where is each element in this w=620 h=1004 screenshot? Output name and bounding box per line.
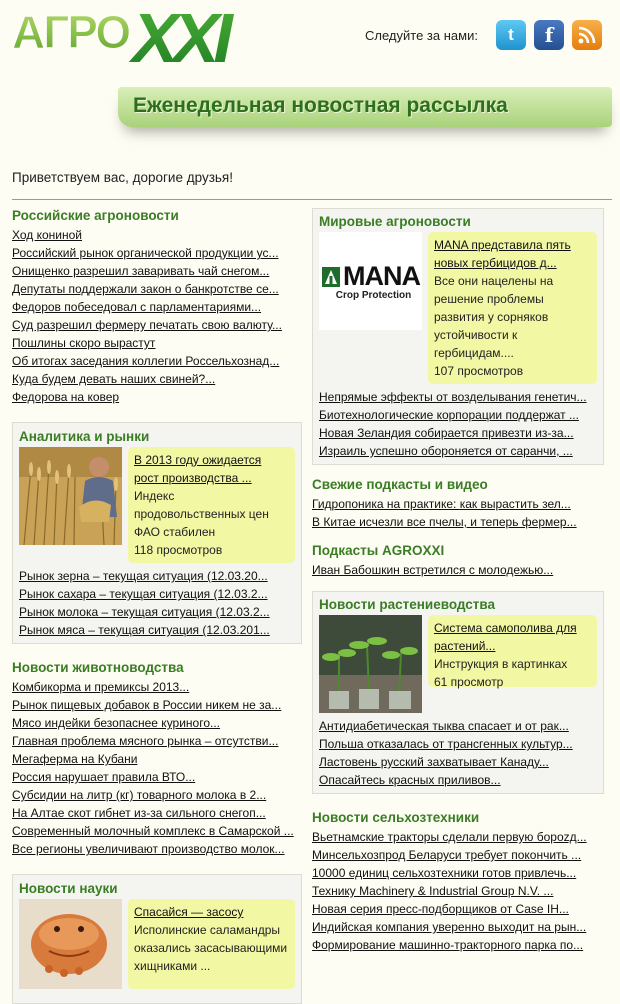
- feature-views: 107 просмотров: [434, 364, 524, 378]
- wheat-field-photo[interactable]: [19, 447, 122, 545]
- news-link[interactable]: Биотехнологические корпорации поддержат ...: [319, 408, 579, 422]
- news-link[interactable]: Комбикорма и премиксы 2013...: [12, 680, 190, 694]
- news-link[interactable]: Израиль успешно обороняется от саранчи, ...: [319, 444, 573, 458]
- right-column: [312, 208, 604, 954]
- livestock-section: [12, 660, 302, 858]
- news-link[interactable]: Рынок сахара – текущая ситуация (12.03.2...: [19, 587, 268, 601]
- section-title: Подкасты AGROXXI: [312, 543, 445, 558]
- news-link[interactable]: Непрямые эффекты от возделывания генетич...: [319, 390, 587, 404]
- podcasts-video-list: [312, 495, 604, 531]
- news-link[interactable]: Россия нарушает правила ВТО...: [12, 770, 196, 784]
- analytics-list: [19, 567, 295, 639]
- news-link[interactable]: Рынок зерна – текущая ситуация (12.03.20...: [19, 569, 268, 583]
- podcasts-agroxxi-list: [312, 561, 604, 579]
- news-link[interactable]: Формирование машинно-тракторного парка по...: [312, 938, 584, 952]
- news-link[interactable]: Федоров побеседовал с парламентариями...: [12, 300, 262, 314]
- feature-link[interactable]: MANA представила пять новых гербицидов д...: [434, 238, 571, 270]
- section-title: Новости науки: [19, 881, 118, 896]
- logo-graphic: [12, 0, 282, 77]
- news-link[interactable]: Вьетнамские тракторы сделали первую бороzд...: [312, 830, 587, 844]
- news-link[interactable]: Российский рынок органической продукции ус...: [12, 246, 279, 260]
- russian-news-section: [12, 208, 302, 406]
- news-link[interactable]: Депутаты поддержали закон о банкротстве се...: [12, 282, 279, 296]
- analytics-feature: [19, 447, 295, 563]
- feature-link[interactable]: В 2013 году ожидается рост производства ...: [134, 453, 262, 485]
- news-link[interactable]: Минсельхозпрод Беларуси требует покончить ...: [312, 848, 582, 862]
- banner-title: Еженедельная новостная рассылка: [133, 94, 508, 117]
- mana-emblem-icon: [321, 266, 341, 288]
- science-feature: [19, 899, 295, 989]
- left-column: [12, 208, 302, 1004]
- world-feature: [319, 232, 597, 384]
- machinery-list: [312, 828, 604, 954]
- svg-text:XXI: XXI: [132, 0, 227, 77]
- facebook-icon[interactable]: f: [534, 20, 564, 50]
- section-title: Свежие подкасты и видео: [312, 477, 488, 492]
- news-link[interactable]: Гидропоника на практике: как вырастить зел...: [312, 497, 571, 511]
- greeting-text: Приветствуем вас, дорогие друзья!: [12, 170, 233, 185]
- science-section: [12, 874, 302, 1004]
- world-feature-text: [428, 232, 597, 384]
- rss-icon[interactable]: [572, 20, 602, 50]
- world-news-section: [312, 208, 604, 465]
- mana-logo[interactable]: [319, 232, 422, 330]
- news-link[interactable]: Мясо индейки безопаснее куриного...: [12, 716, 221, 730]
- section-title: Мировые агроновости: [319, 214, 471, 229]
- news-link[interactable]: Пошлины скоро вырастут: [12, 336, 156, 350]
- section-title: Новости растениеводства: [319, 597, 496, 612]
- divider: [12, 199, 612, 200]
- news-link[interactable]: Иван Бабошкин встретился с молодежью...: [312, 563, 554, 577]
- news-link[interactable]: Опасайтесь красных приливов...: [319, 773, 501, 787]
- livestock-list: [12, 678, 302, 858]
- section-title: Новости сельхозтехники: [312, 810, 480, 825]
- podcasts-video-section: [312, 477, 604, 531]
- crops-list: [319, 717, 597, 789]
- crops-feature: [319, 615, 597, 713]
- news-link[interactable]: Главная проблема мясного рынка – отсутстви...: [12, 734, 279, 748]
- feature-link[interactable]: Спасайся — засосу: [134, 905, 244, 919]
- news-link[interactable]: Рынок пищевых добавок в России никем не за...: [12, 698, 282, 712]
- news-link[interactable]: Ход кониной: [12, 228, 83, 242]
- feature-description: Индекс продовольственных цен ФАО стабилен: [134, 489, 269, 539]
- news-link[interactable]: Современный молочный комплекс в Самарской ...: [12, 824, 294, 838]
- news-link[interactable]: Технику Machinery & Industrial Group N.V. ...: [312, 884, 554, 898]
- seedlings-photo[interactable]: [319, 615, 422, 713]
- news-link[interactable]: На Алтае скот гибнет из-за сильного снегоп...: [12, 806, 266, 820]
- agroxxi-logo[interactable]: [12, 0, 282, 77]
- feature-views: 61 просмотр: [434, 675, 504, 689]
- svg-text:АГРО: АГРО: [12, 6, 130, 58]
- machinery-section: [312, 810, 604, 954]
- news-link[interactable]: Мегаферма на Кубани: [12, 752, 138, 766]
- news-link[interactable]: Все регионы увеличивают производство молок...: [12, 842, 285, 856]
- news-link[interactable]: В Китае исчезли все пчелы, и теперь фермер...: [312, 515, 577, 529]
- news-link[interactable]: Куда будем девать наших свиней?...: [12, 372, 216, 386]
- news-link[interactable]: Субсидии на литр (кг) товарного молока в 2...: [12, 788, 267, 802]
- newsletter-banner: [118, 87, 612, 127]
- news-link[interactable]: Ластовень русский захватывает Канаду...: [319, 755, 549, 769]
- world-news-list: [319, 388, 597, 460]
- feature-description: Исполинские саламандры оказались засасывающими хищниками ...: [134, 923, 288, 973]
- mana-logo-subtitle: Crop Protection: [335, 290, 412, 301]
- news-link[interactable]: Польша отказалась от трансгенных культур...: [319, 737, 573, 751]
- analytics-section: [12, 422, 302, 644]
- crops-feature-text: [428, 615, 597, 687]
- section-title: Российские агроновости: [12, 208, 179, 223]
- news-link[interactable]: Онищенко разрешил заваривать чай снегом...: [12, 264, 270, 278]
- news-link[interactable]: Антидиабетическая тыква спасает и от рак...: [319, 719, 569, 733]
- analytics-feature-text: [128, 447, 295, 563]
- news-link[interactable]: Новая серия пресс-подборщиков от Case IH...: [312, 902, 569, 916]
- news-link[interactable]: Индийская компания уверенно выходит на рын...: [312, 920, 587, 934]
- feature-description: Инструкция в картинках: [434, 657, 568, 671]
- podcasts-agroxxi-section: [312, 543, 604, 579]
- section-title: Новости животноводства: [12, 660, 184, 675]
- news-link[interactable]: Об итогах заседания коллегии Россельхознад...: [12, 354, 280, 368]
- news-link[interactable]: Рынок молока – текущая ситуация (12.03.2...: [19, 605, 270, 619]
- news-link[interactable]: Новая Зеландия собирается привезти из-за...: [319, 426, 574, 440]
- crops-section: [312, 591, 604, 794]
- feature-link[interactable]: Система самополива для растений...: [434, 621, 577, 653]
- mana-logo-text: MANA: [343, 261, 420, 291]
- news-link[interactable]: Рынок мяса – текущая ситуация (12.03.201...: [19, 623, 270, 637]
- twitter-icon[interactable]: t: [496, 20, 526, 50]
- science-feature-text: [128, 899, 295, 989]
- salamander-photo[interactable]: [19, 899, 122, 989]
- section-title: Аналитика и рынки: [19, 429, 150, 444]
- news-link[interactable]: Федорова на ковер: [12, 390, 120, 404]
- follow-us-label: Следуйте за нами:: [365, 28, 478, 43]
- feature-description: Все они нацелены на решение проблемы развития у сорняков устойчивости к гербицидам....: [434, 274, 554, 360]
- news-link[interactable]: 10000 единиц сельхозтехники готов привлечь...: [312, 866, 577, 880]
- news-link[interactable]: Суд разрешил фермеру печатать свою валюту...: [12, 318, 282, 332]
- feature-views: 118 просмотров: [134, 543, 223, 557]
- russian-news-list: [12, 226, 302, 406]
